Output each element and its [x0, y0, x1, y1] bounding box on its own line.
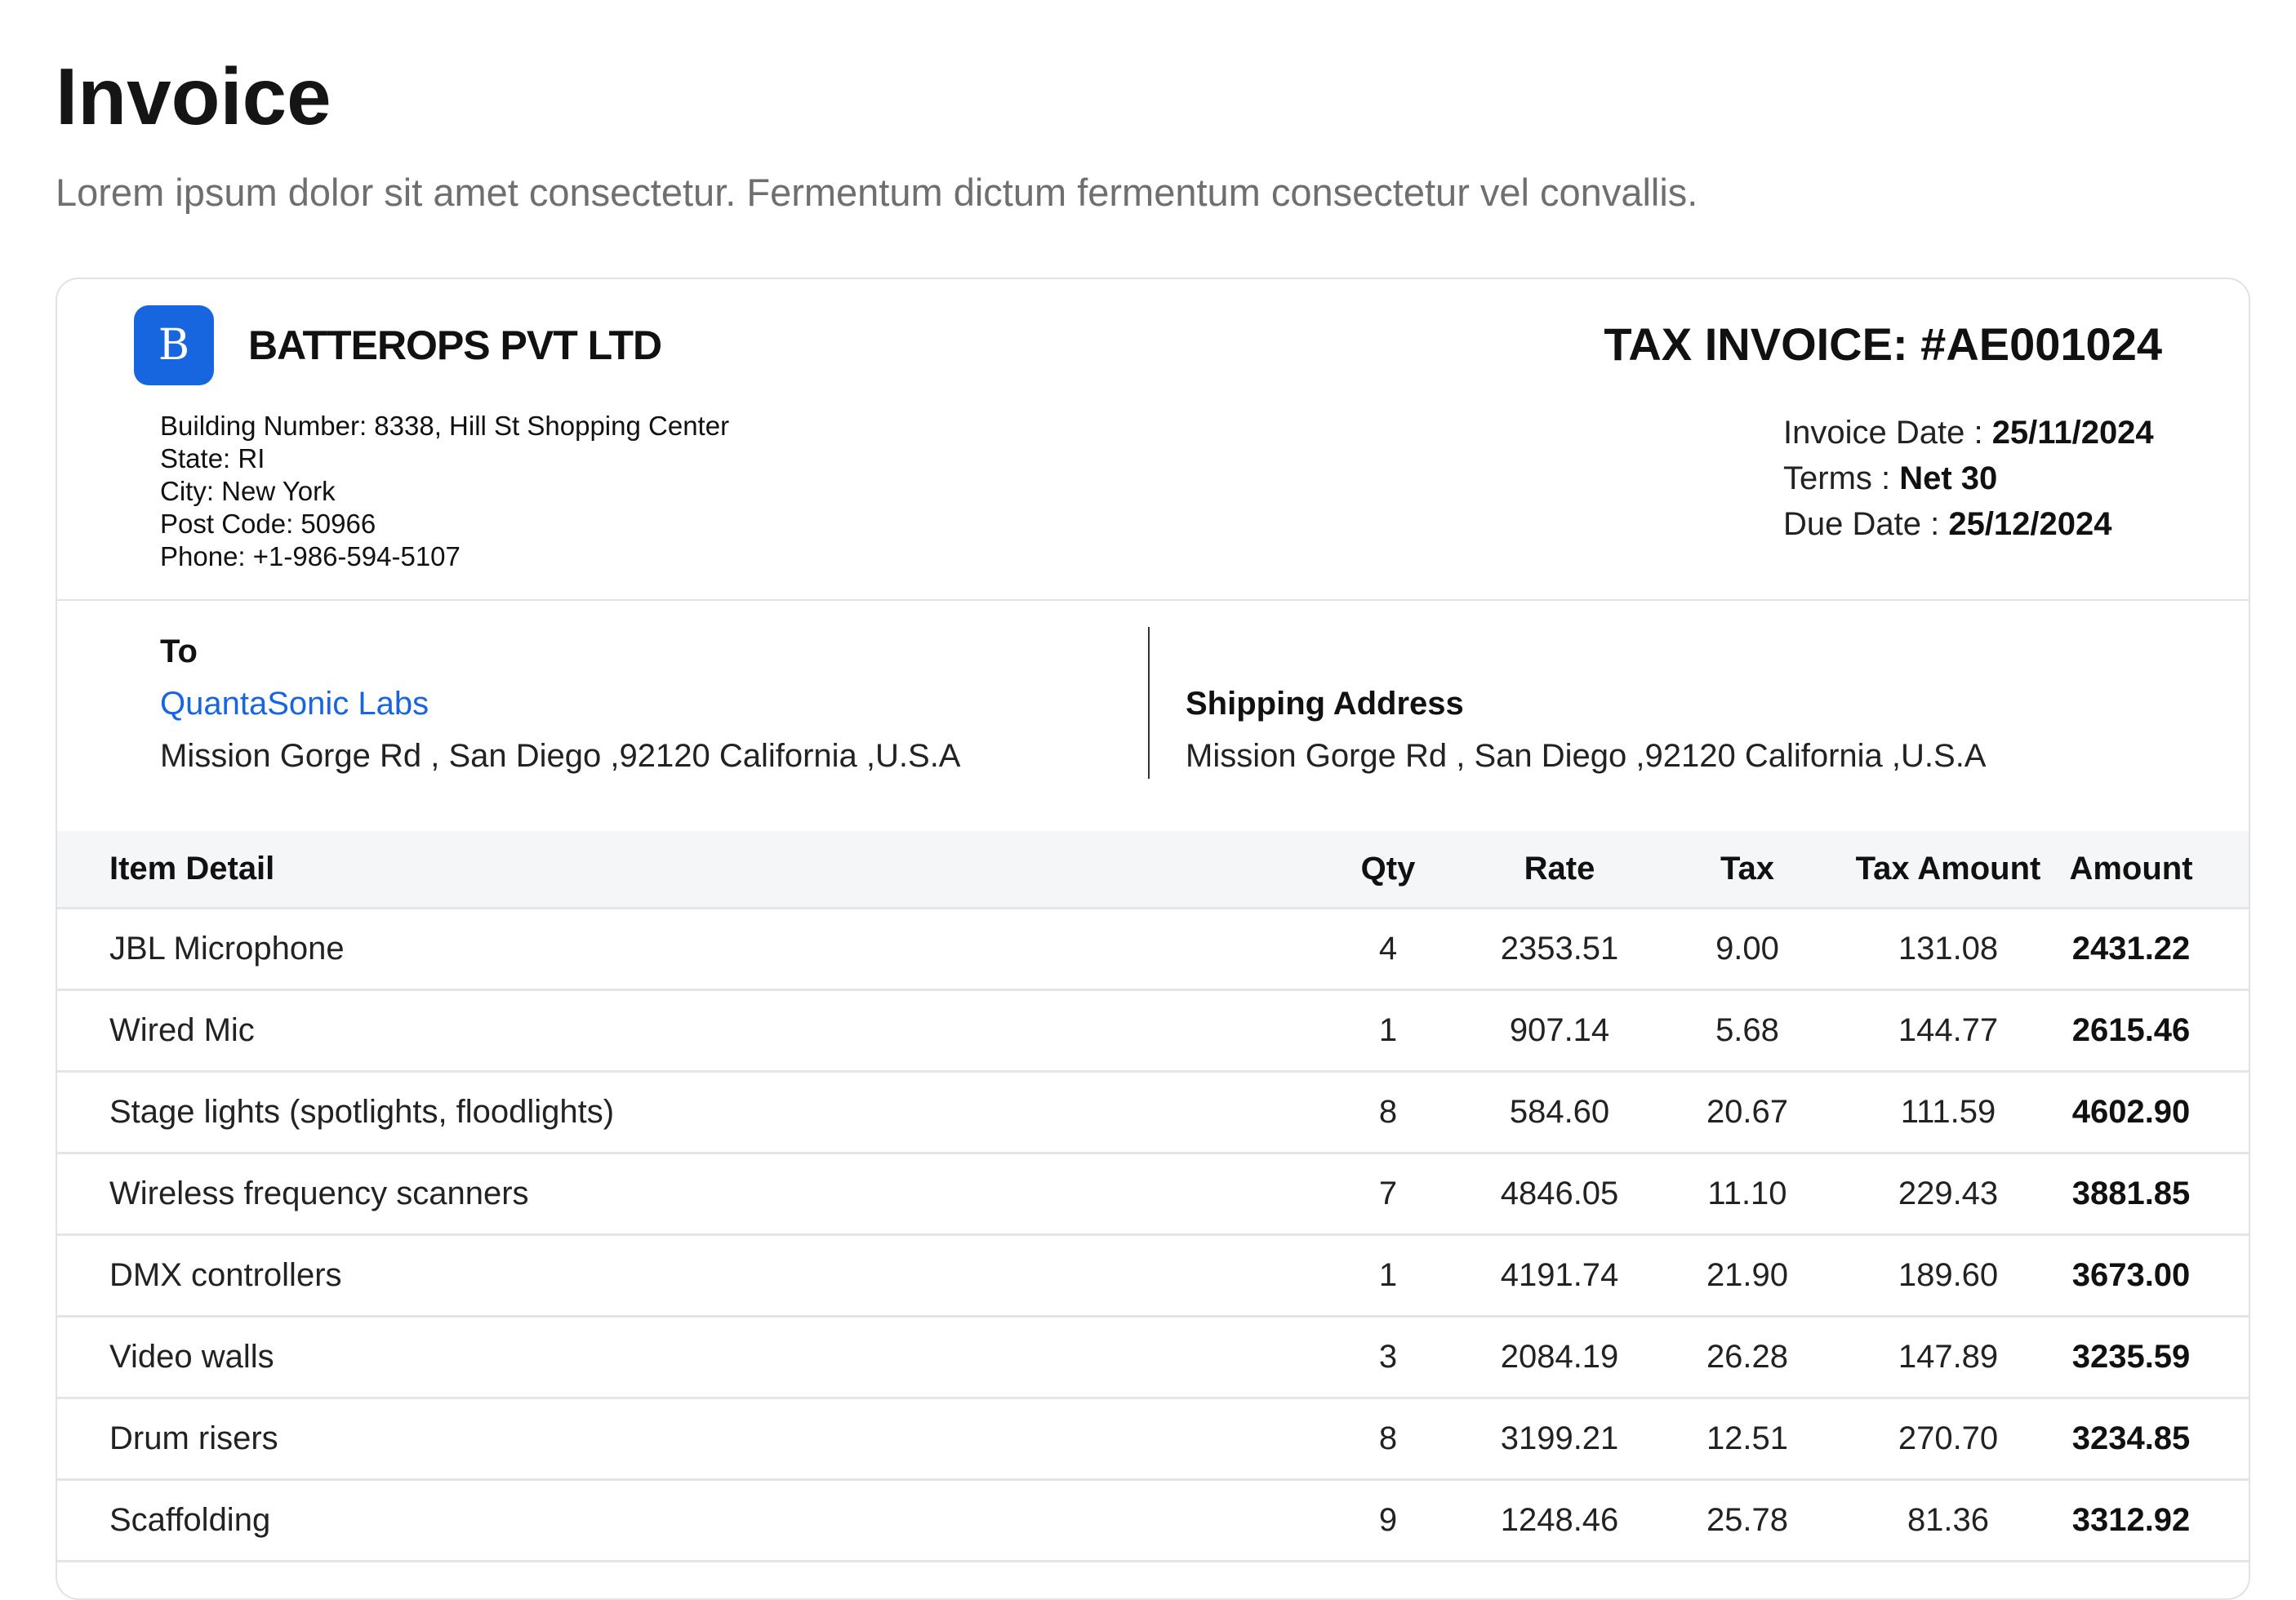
- table-row: [57, 1318, 2249, 1399]
- cell-tax-amount: 144.77: [1898, 1012, 1999, 1048]
- header-item-detail: Item Detail: [109, 851, 275, 887]
- shipping-address-text: Mission Gorge Rd , San Diego ,92120 California ,U.S.A: [1186, 738, 1987, 774]
- header-rate: Rate: [1524, 851, 1595, 887]
- cell-qty: 1: [1378, 1257, 1398, 1293]
- cell-tax: 11.10: [1707, 1176, 1787, 1211]
- cell-rate: 4846.05: [1500, 1176, 1619, 1211]
- company-address-line: State: RI: [160, 443, 265, 473]
- cell-tax-amount: 111.59: [1900, 1094, 1996, 1130]
- client-address: Mission Gorge Rd , San Diego ,92120 California ,U.S.A: [160, 738, 961, 774]
- cell-item: JBL Microphone: [109, 931, 345, 967]
- cell-tax: 21.90: [1706, 1257, 1789, 1293]
- table-row: [57, 991, 2249, 1073]
- table-row: [57, 1154, 2249, 1236]
- cell-amount: 4602.90: [2071, 1094, 2191, 1130]
- bill-to: [160, 625, 961, 782]
- cell-item: Wired Mic: [109, 1012, 255, 1048]
- header-tax: Tax: [1720, 851, 1774, 887]
- cell-tax: 26.28: [1706, 1339, 1789, 1375]
- cell-item: DMX controllers: [109, 1257, 342, 1293]
- company-address-line: Building Number: 8338, Hill St Shopping Center: [160, 411, 730, 441]
- cell-qty: 1: [1378, 1012, 1398, 1048]
- cell-item: Video walls: [109, 1339, 274, 1375]
- items-table: [57, 831, 2249, 1562]
- cell-qty: 7: [1378, 1176, 1398, 1211]
- client-name-link[interactable]: QuantaSonic Labs: [160, 686, 429, 722]
- cell-tax: 5.68: [1715, 1012, 1779, 1048]
- cell-rate: 3199.21: [1500, 1420, 1619, 1456]
- cell-amount: 2615.46: [2071, 1012, 2191, 1048]
- cell-amount: 3881.85: [2071, 1176, 2191, 1211]
- cell-qty: 4: [1378, 931, 1398, 967]
- company-address-line: Post Code: 50966: [160, 509, 376, 539]
- cell-amount: 3235.59: [2071, 1339, 2191, 1375]
- invoice-date: [1783, 410, 2154, 456]
- cell-qty: 8: [1378, 1094, 1398, 1130]
- header-amount: Amount: [2069, 851, 2193, 887]
- cell-qty: 3: [1378, 1339, 1398, 1375]
- invoice-due-date-value: 25/12/2024: [1948, 506, 2112, 542]
- cell-item: Drum risers: [109, 1420, 278, 1456]
- header-divider: [57, 599, 2249, 601]
- invoice-date-label: Invoice Date :: [1783, 415, 1992, 451]
- table-header: [57, 831, 2249, 909]
- address-divider: [1148, 627, 1150, 779]
- cell-rate: 907.14: [1509, 1012, 1610, 1048]
- cell-tax: 12.51: [1706, 1420, 1789, 1456]
- cell-tax-amount: 131.08: [1898, 931, 1999, 967]
- cell-amount: 3312.92: [2071, 1502, 2191, 1538]
- cell-rate: 584.60: [1509, 1094, 1610, 1130]
- cell-tax: 25.78: [1706, 1502, 1789, 1538]
- cell-qty: 9: [1378, 1502, 1398, 1538]
- table-row: [57, 1236, 2249, 1318]
- cell-item: Scaffolding: [109, 1502, 271, 1538]
- invoice-due-date: [1783, 501, 2154, 547]
- company-logo: B: [134, 305, 214, 385]
- table-row: [57, 1481, 2249, 1562]
- cell-rate: 4191.74: [1500, 1257, 1619, 1293]
- invoice-meta: [1783, 410, 2154, 547]
- cell-item: Stage lights (spotlights, floodlights): [109, 1094, 615, 1130]
- shipping-address: [1186, 678, 1987, 782]
- cell-amount: 2431.22: [2071, 931, 2191, 967]
- cell-tax-amount: 147.89: [1898, 1339, 1999, 1375]
- cell-tax-amount: 189.60: [1898, 1257, 1999, 1293]
- cell-rate: 2084.19: [1500, 1339, 1619, 1375]
- cell-tax: 9.00: [1715, 931, 1779, 967]
- table-row: [57, 1073, 2249, 1154]
- invoice-terms-label: Terms :: [1783, 460, 1900, 496]
- cell-rate: 2353.51: [1500, 931, 1619, 967]
- table-row: [57, 1399, 2249, 1481]
- invoice-card: [56, 278, 2250, 1600]
- cell-item: Wireless frequency scanners: [109, 1176, 529, 1211]
- company-name: BATTEROPS PVT LTD: [248, 322, 662, 368]
- header-qty: Qty: [1360, 851, 1416, 887]
- bill-to-label: To: [160, 633, 198, 669]
- cell-amount: 3234.85: [2071, 1420, 2191, 1456]
- invoice-terms: [1783, 456, 2154, 501]
- page-title: Invoice: [56, 51, 331, 141]
- cell-qty: 8: [1378, 1420, 1398, 1456]
- company-address: [160, 410, 729, 573]
- header-tax-amount: Tax Amount: [1855, 851, 2041, 887]
- page-subtitle: Lorem ipsum dolor sit amet consectetur. Fermentum dictum fermentum consectetur vel convallis.: [56, 171, 1698, 214]
- invoice-date-value: 25/11/2024: [1991, 415, 2154, 451]
- company-address-line: City: New York: [160, 476, 336, 506]
- table-row: [57, 909, 2249, 991]
- invoice-terms-value: Net 30: [1899, 460, 1998, 496]
- invoice-due-date-label: Due Date :: [1783, 506, 1949, 542]
- company-address-line: Phone: +1-986-594-5107: [160, 541, 461, 571]
- cell-tax-amount: 81.36: [1907, 1502, 1990, 1538]
- cell-rate: 1248.46: [1500, 1502, 1619, 1538]
- shipping-address-label: Shipping Address: [1186, 686, 1464, 722]
- cell-tax-amount: 229.43: [1898, 1176, 1999, 1211]
- invoice-number: TAX INVOICE: #AE001024: [1604, 318, 2162, 370]
- cell-tax-amount: 270.70: [1898, 1420, 1999, 1456]
- cell-tax: 20.67: [1706, 1094, 1789, 1130]
- cell-amount: 3673.00: [2071, 1257, 2191, 1293]
